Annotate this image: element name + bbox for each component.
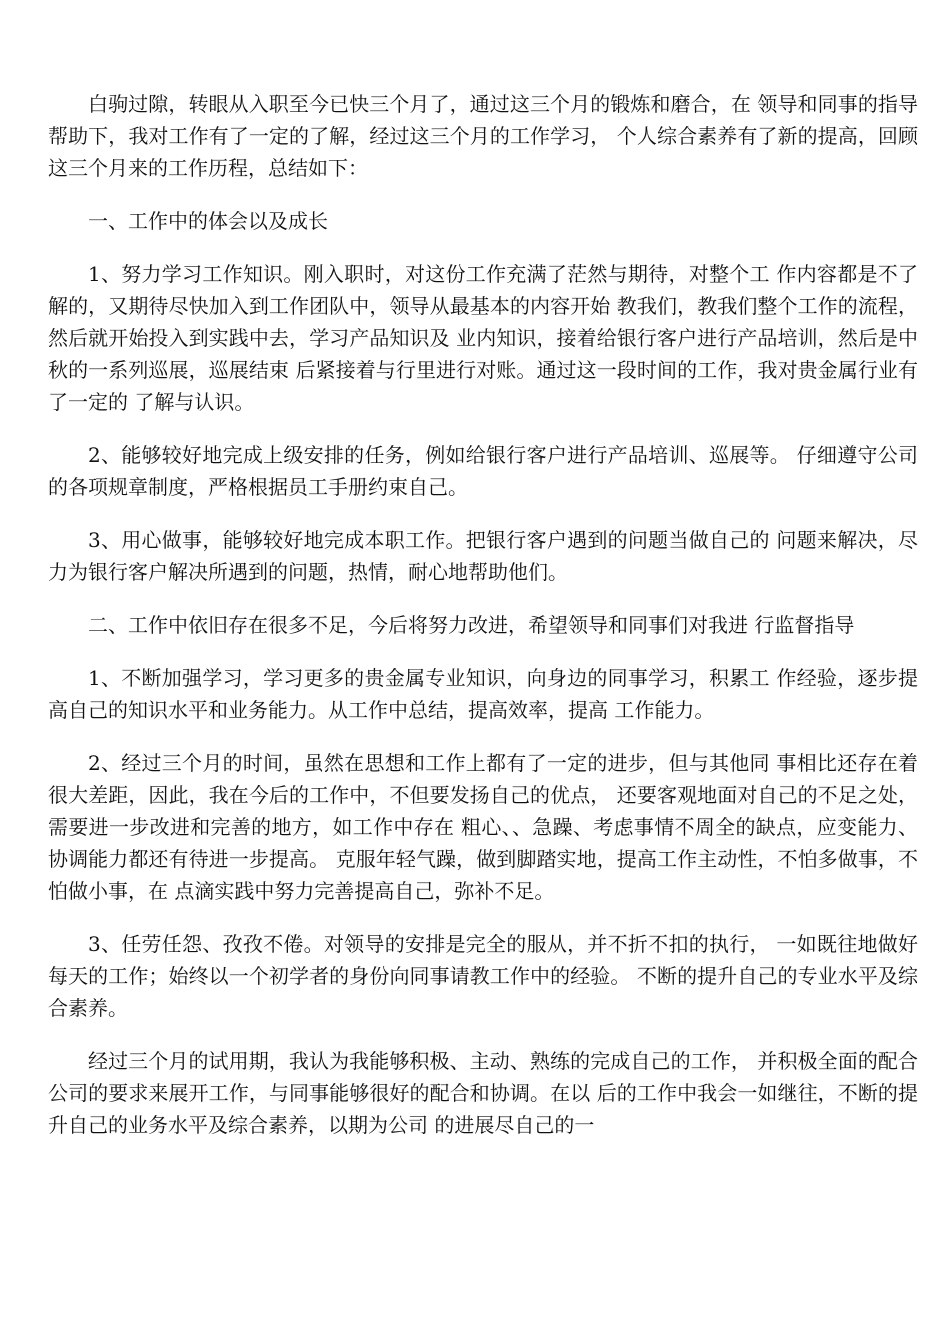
shortcoming-item-3: 3、任劳任怨、孜孜不倦。对领导的安排是完全的服从，并不折不扣的执行， 一如既往地做好每天的工作；始终以一个初学者的身份向同事请教工作中的经验。 不断的提升自己的专业水平及综合素养。 [48, 932, 918, 1020]
document-page [48, 88, 918, 1162]
experience-item-2: 2、能够较好地完成上级安排的任务，例如给银行客户进行产品培训、巡展等。 仔细遵守公司的各项规章制度，严格根据员工手册约束自己。 [48, 443, 918, 499]
shortcoming-item-1: 1、不断加强学习，学习更多的贵金属专业知识，向身边的同事学习，积累工 作经验，逐步提高自己的知识水平和业务能力。从工作中总结，提高效率，提高 工作能力。 [48, 666, 918, 722]
experience-item-3: 3、用心做事，能够较好地完成本职工作。把银行客户遇到的问题当做自己的 问题来解决，尽力为银行客户解决所遇到的问题，热情，耐心地帮助他们。 [48, 528, 918, 584]
shortcoming-item-2: 2、经过三个月的时间，虽然在思想和工作上都有了一定的进步，但与其他同 事相比还存在着很大差距，因此，我在今后的工作中，不但要发扬自己的优点， 还要客观地面对自己的不足之处，需要进一步改进和完善的地方，如工作中存在 粗心、、急躁、考虑事情不周全的缺点，应变能力、协调能力都还有待进一步提高。 克服年轻气躁，做到脚踏实地，提高工作主动性，不怕多做事，不怕做小事，在 点滴实践中努力完善提高自己，弥补不足。 [48, 751, 918, 903]
closing-paragraph: 经过三个月的试用期，我认为我能够积极、主动、熟练的完成自己的工作， 并积极全面的配合公司的要求来展开工作，与同事能够很好的配合和协调。在以 后的工作中我会一如继往，不断的提升自己的业务水平及综合素养，以期为公司 的进展尽自己的一 [48, 1049, 918, 1137]
section-heading-shortcomings: 二、工作中依旧存在很多不足，今后将努力改进，希望领导和同事们对我进 行监督指导 [88, 613, 855, 637]
intro-paragraph: 白驹过隙，转眼从入职至今已快三个月了，通过这三个月的锻炼和磨合，在 领导和同事的指导帮助下，我对工作有了一定的了解，经过这三个月的工作学习， 个人综合素养有了新的提高，回顾这三个月来的工作历程，总结如下： [48, 92, 918, 180]
section-heading-experience: 一、工作中的体会以及成长 [88, 209, 328, 233]
experience-item-1: 1、努力学习工作知识。刚入职时，对这份工作充满了茫然与期待，对整个工 作内容都是不了解的，又期待尽快加入到工作团队中，领导从最基本的内容开始 教我们，教我们整个工作的流程，然后就开始投入到实践中去，学习产品知识及 业内知识，接着给银行客户进行产品培训，然后是中秋的一系列巡展，巡展结束 后紧接着与行里进行对账。通过这一段时间的工作，我对贵金属行业有了一定的 了解与认识。 [48, 262, 918, 414]
